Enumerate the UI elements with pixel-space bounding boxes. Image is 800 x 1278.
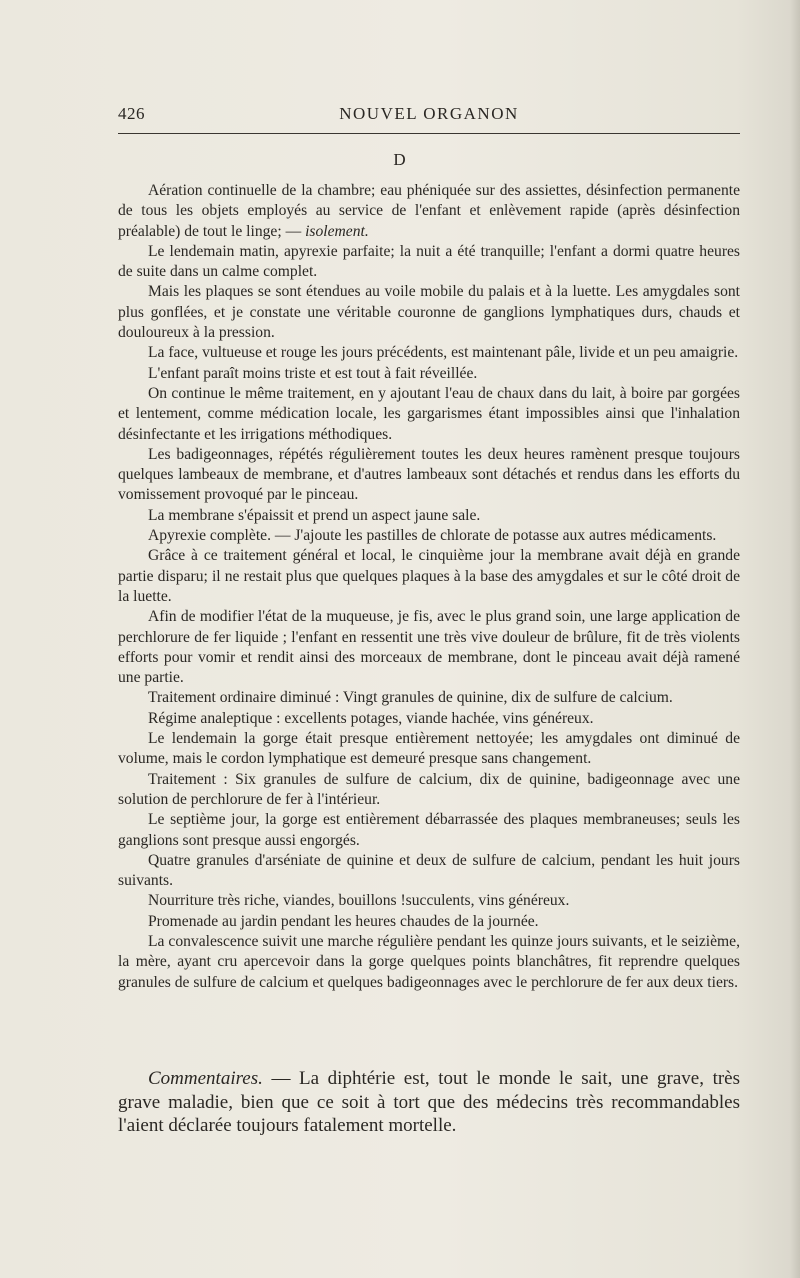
body-text xyxy=(118,181,740,993)
commentary-paragraph xyxy=(118,1067,740,1138)
section-letter: D xyxy=(393,150,407,169)
paragraph: Le lendemain matin, apyrexie parfaite; la nuit a été tranquille; l'enfant a dormi quatre heures de suite dans un calme complet. xyxy=(118,242,740,281)
paragraph: Afin de modifier l'état de la muqueuse, je fis, avec le plus grand soin, une large application de perchlorure de fer liquide ; l'enfant en ressentit une très vive douleur de brûlure, fit de très violents efforts pour vomir et rendit ainsi des morceaux de membrane, dont le pinceau avait déjà ramené une partie. xyxy=(118,608,740,687)
commentary-label: Commentaires. xyxy=(148,1068,263,1089)
page-edge-shadow xyxy=(790,0,800,1278)
paragraph: Traitement ordinaire diminué : Vingt granules de quinine, dix de sulfure de calcium. xyxy=(148,689,673,707)
paragraph: Régime analeptique : excellents potages, viande hachée, vins généreux. xyxy=(148,709,594,727)
paragraph: Traitement : Six granules de sulfure de calcium, dix de quinine, badigeonnage avec une solution de perchlorure de fer à l'intérieur. xyxy=(118,770,740,808)
paragraph: La face, vultueuse et rouge les jours précédents, est maintenant pâle, livide et un peu amaigrie. xyxy=(148,344,739,362)
paragraph: Apyrexie complète. — J'ajoute les pastilles de chlorate de potasse aux autres médicaments. xyxy=(148,527,717,545)
paragraph: Grâce à ce traitement général et local, le cinquième jour la membrane avait déjà en grande partie disparu; il ne restait plus que quelques plaques à la base des amygdales et sur le côté droit de la luette. xyxy=(118,547,740,605)
emphasis-text: isolement. xyxy=(305,222,369,240)
paragraph: Les badigeonnages, répétés régulièrement toutes les deux heures ramènent presque toujours quelques lambeaux de membrane, et d'autres lambeaux sont détachés et rendus dans les efforts du vomissement provoqué par le pinceau. xyxy=(118,445,740,504)
paragraph: Nourriture très riche, viandes, bouillons !succulents, vins généreux. xyxy=(148,892,570,910)
paragraph: Le septième jour, la gorge est entièrement débarrassée des plaques membraneuses; seuls les ganglions sont presque aussi engorgés. xyxy=(118,811,740,849)
paragraph: Promenade au jardin pendant les heures chaudes de la journée. xyxy=(148,912,539,930)
paragraph-text: Aération continuelle de la chambre; eau phéniquée sur des assiettes, désinfection permanente de tous les objets employés au service de l'enfant et enlèvement rapide (après désinfection préalable) de tout le linge; — xyxy=(118,182,740,240)
paragraph xyxy=(118,181,740,242)
paragraph: L'enfant paraît moins triste et est tout à fait réveillée. xyxy=(148,364,478,382)
commentary-text: — La diphtérie est, tout le monde le sait, une grave, très grave maladie, bien que ce soit à tort que des médecins très recommandables l'aient déclarée toujours fatalement mortelle. xyxy=(118,1068,740,1136)
paragraph: Quatre granules d'arséniate de quinine et deux de sulfure de calcium, pendant les huit jours suivants. xyxy=(118,851,740,890)
paragraph: La membrane s'épaissit et prend un aspect jaune sale. xyxy=(148,506,481,524)
page-number: 426 xyxy=(118,104,145,123)
paragraph: Mais les plaques se sont étendues au voile mobile du palais et à la luette. Les amygdales sont plus gonflées, et je constate une véritable couronne de ganglions lymphatiques durs, chauds et douloureux à la pression. xyxy=(118,283,740,342)
running-title: NOUVEL ORGANON xyxy=(339,104,519,123)
header-rule xyxy=(118,133,740,134)
paragraph: On continue le même traitement, en y ajoutant l'eau de chaux dans du lait, à boire par gorgées et lentement, comme médication locale, les gargarismes étant impossibles ainsi que l'inhalation désinfectante et les irrigations méthodiques. xyxy=(118,384,740,443)
page-header xyxy=(118,104,740,128)
paragraph: Le lendemain la gorge était presque entièrement nettoyée; les amygdales ont diminué de volume, mais le cordon lymphatique est demeuré presque sans changement. xyxy=(118,730,740,768)
paragraph: La convalescence suivit une marche régulière pendant les quinze jours suivants, et le seizième, la mère, ayant cru apercevoir dans la gorge quelques points blanchâtres, fit reprendre quelques granules de sulfure de calcium et quelques badigeonnages avec le perchlorure de fer aux deux tiers. xyxy=(118,932,740,991)
